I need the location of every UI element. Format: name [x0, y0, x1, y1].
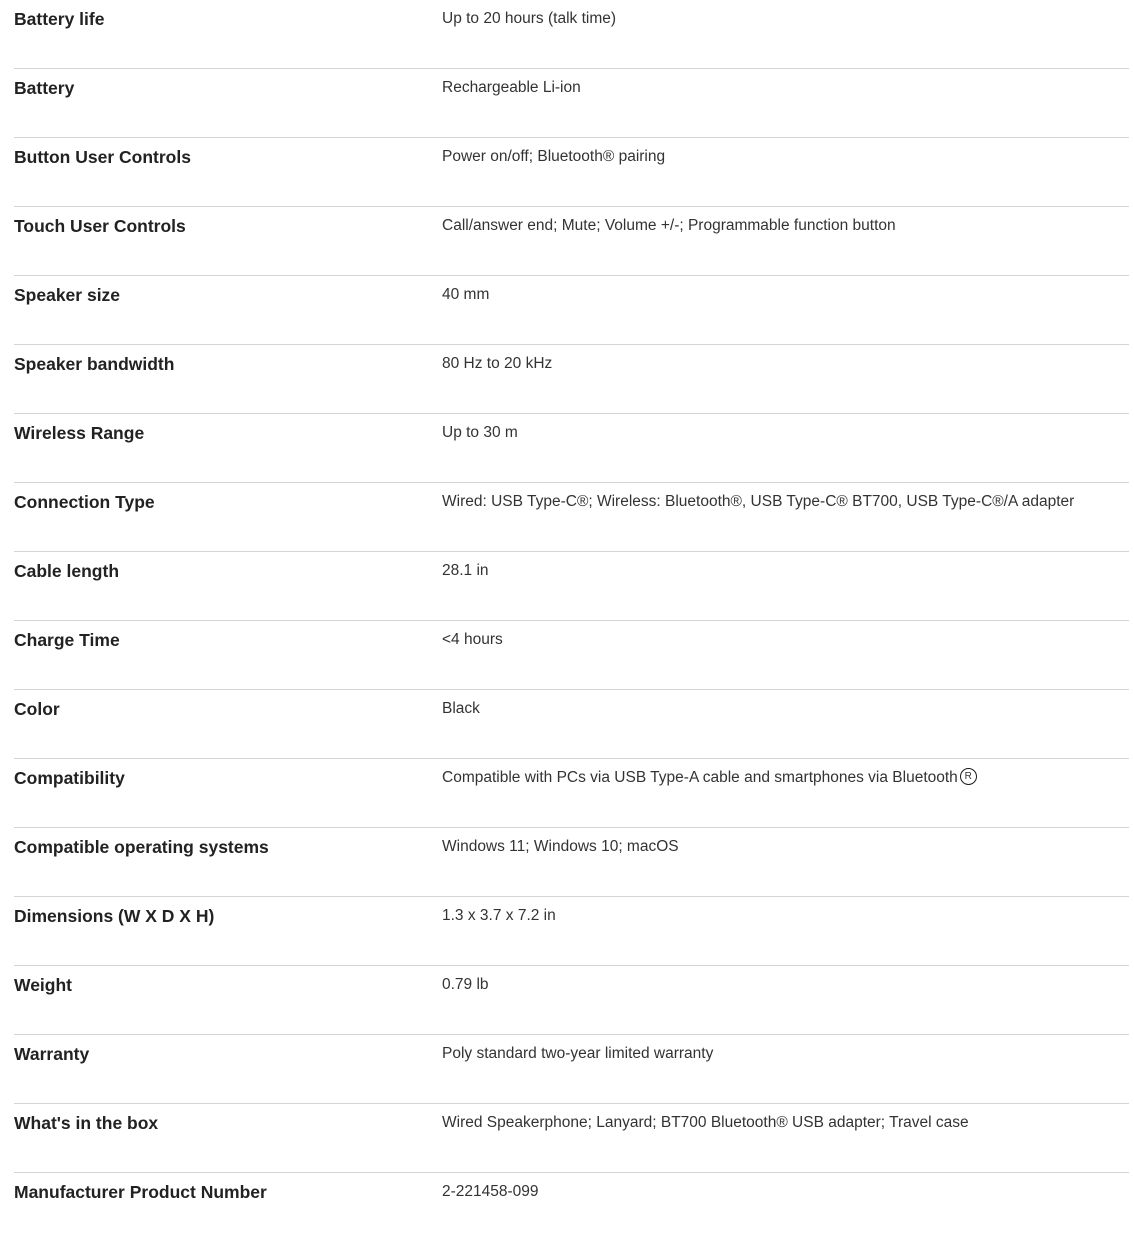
spec-label: Speaker bandwidth — [14, 354, 175, 374]
spec-label: Button User Controls — [14, 147, 191, 167]
registered-mark-icon: R — [960, 768, 977, 785]
spec-value: Up to 20 hours (talk time) — [442, 10, 617, 27]
spec-value: Up to 30 m — [442, 424, 518, 441]
spec-value: <4 hours — [442, 631, 503, 648]
spec-label: Wireless Range — [14, 423, 145, 443]
spec-value-container — [442, 759, 977, 797]
spec-row-connection-type — [14, 483, 1129, 552]
spec-value: Call/answer end; Mute; Volume +/-; Programmable function button — [442, 217, 896, 234]
spec-row-whats-in-the-box — [14, 1104, 1129, 1173]
spec-value: 1.3 x 3.7 x 7.2 in — [442, 907, 556, 924]
spec-label: Compatibility — [14, 768, 125, 788]
spec-value: Compatible with PCs via USB Type-A cable and smartphones via Bluetooth — [442, 769, 958, 786]
spec-row-wireless-range — [14, 414, 1129, 483]
spec-value: Poly standard two-year limited warranty — [442, 1045, 714, 1062]
spec-label: Warranty — [14, 1044, 90, 1064]
spec-value: Windows 11; Windows 10; macOS — [442, 838, 679, 855]
spec-label: Cable length — [14, 561, 120, 581]
spec-label: Connection Type — [14, 492, 155, 512]
spec-row-warranty — [14, 1035, 1129, 1104]
spec-value: Wired: USB Type-C®; Wireless: Bluetooth®, USB Type-C® BT700, USB Type-C®/A adapter — [442, 493, 1075, 510]
spec-row-charge-time — [14, 621, 1129, 690]
spec-row-dimensions — [14, 897, 1129, 966]
spec-value: 40 mm — [442, 286, 490, 303]
spec-row-battery — [14, 69, 1129, 138]
spec-label: Compatible operating systems — [14, 837, 269, 857]
spec-row-compatibility — [14, 759, 1129, 828]
spec-label: Battery life — [14, 9, 105, 29]
spec-value: Wired Speakerphone; Lanyard; BT700 Bluetooth® USB adapter; Travel case — [442, 1114, 969, 1131]
spec-row-battery-life — [14, 0, 1129, 69]
spec-value: Rechargeable Li-ion — [442, 79, 581, 96]
spec-value: 0.79 lb — [442, 976, 489, 993]
spec-row-color — [14, 690, 1129, 759]
spec-row-compatible-operating-systems — [14, 828, 1129, 897]
spec-row-weight — [14, 966, 1129, 1035]
spec-value: Power on/off; Bluetooth® pairing — [442, 148, 666, 165]
spec-label: Color — [14, 699, 60, 719]
spec-row-manufacturer-product-number — [14, 1173, 1129, 1242]
spec-value: 2-221458-099 — [442, 1183, 539, 1200]
spec-row-button-user-controls — [14, 138, 1129, 207]
spec-label: Charge Time — [14, 630, 120, 650]
spec-label: What's in the box — [14, 1113, 159, 1133]
spec-label: Dimensions (W X D X H) — [14, 906, 215, 926]
spec-value: 28.1 in — [442, 562, 489, 579]
spec-value: 80 Hz to 20 kHz — [442, 355, 553, 372]
spec-row-speaker-bandwidth — [14, 345, 1129, 414]
spec-label: Touch User Controls — [14, 216, 186, 236]
spec-label: Battery — [14, 78, 75, 98]
spec-label: Weight — [14, 975, 73, 995]
spec-row-speaker-size — [14, 276, 1129, 345]
spec-row-touch-user-controls — [14, 207, 1129, 276]
spec-row-cable-length — [14, 552, 1129, 621]
spec-label: Manufacturer Product Number — [14, 1182, 267, 1202]
spec-value: Black — [442, 700, 480, 717]
spec-label: Speaker size — [14, 285, 121, 305]
